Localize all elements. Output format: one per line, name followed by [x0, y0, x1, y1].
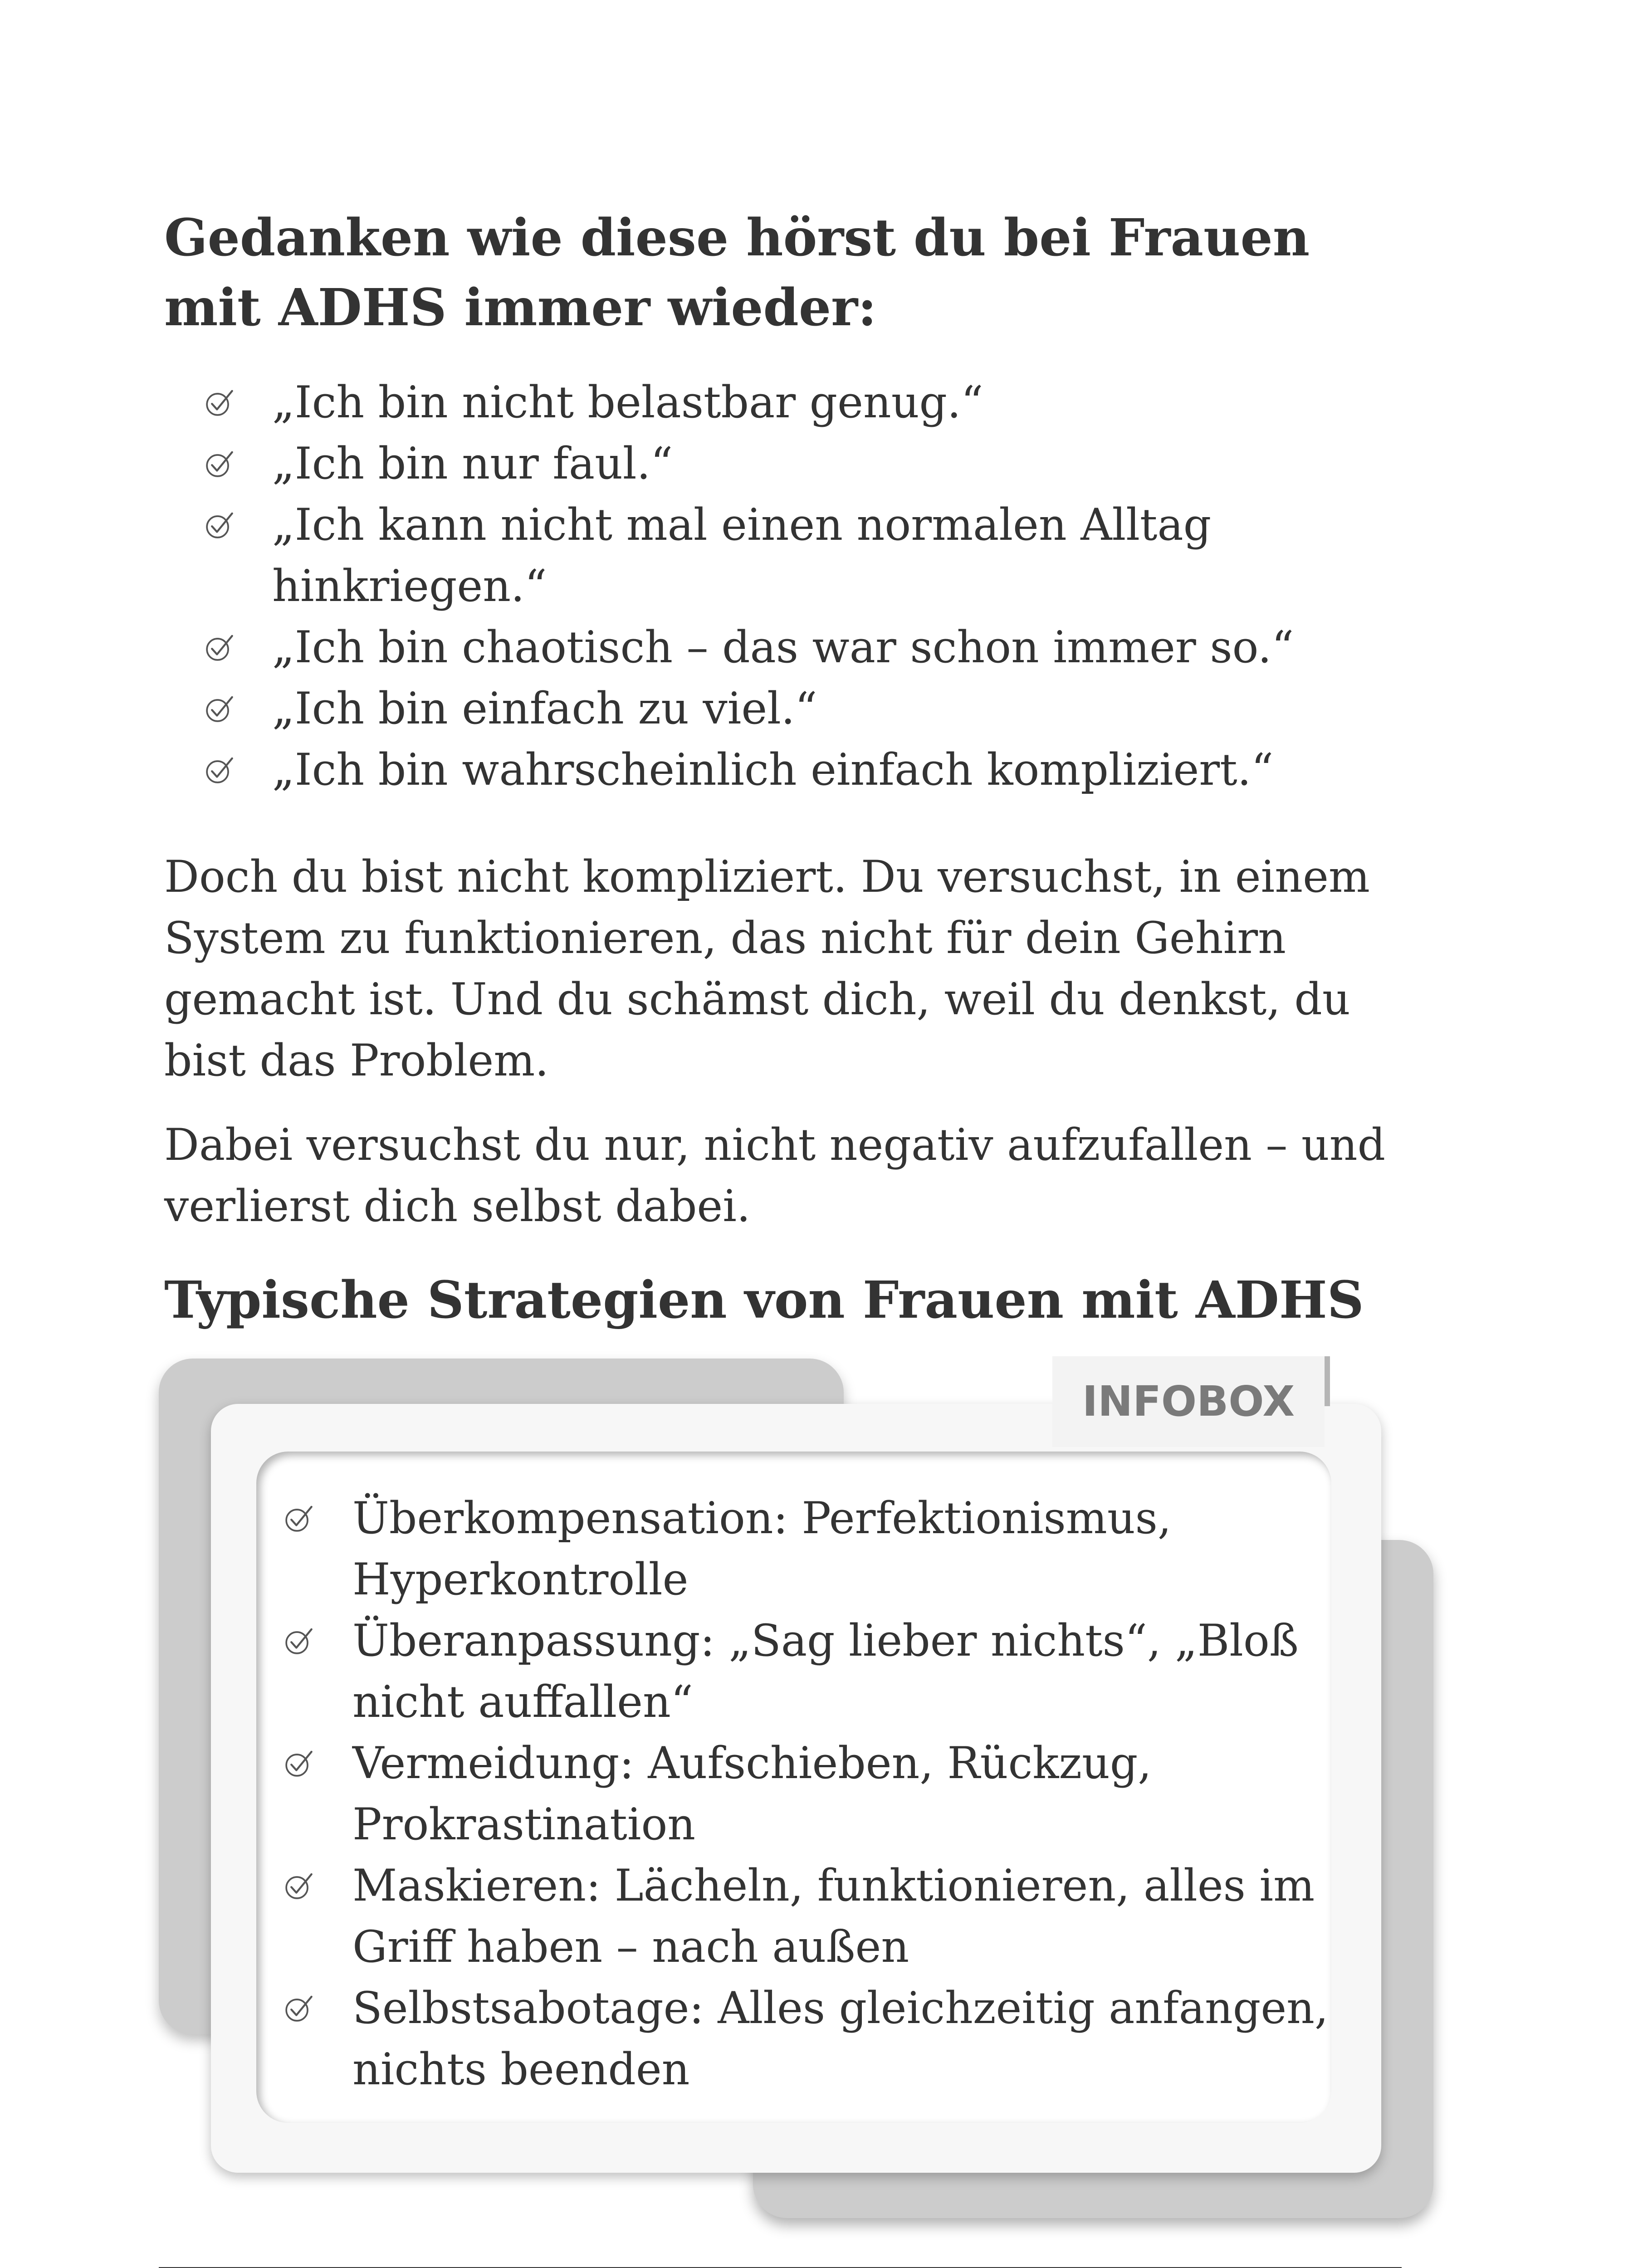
body-paragraph-1: Doch du bist nicht kompliziert. Du versuchst, in einem System zu funktionieren, das nicht für dein Gehirn gemacht ist. Und du schämst dich, weil du denkst, du bist das Problem. [164, 851, 1370, 1086]
infobox-label: INFOBOX [1082, 1377, 1295, 1426]
check-circle-icon [284, 1993, 317, 2025]
thought-text: „Ich bin nur faul.“ [272, 438, 673, 489]
thought-text: „Ich bin nicht belastbar genug.“ [272, 377, 983, 428]
thought-text: „Ich bin chaotisch – das war schon immer so.“ [272, 622, 1294, 673]
list-item [204, 372, 1315, 433]
thought-checklist [204, 372, 1315, 801]
list-item [204, 678, 1315, 739]
list-item [284, 1855, 1359, 1978]
infobox-tab-edge [1325, 1356, 1330, 1406]
list-item [204, 617, 1315, 678]
check-circle-icon [284, 1503, 317, 1535]
thought-text: „Ich bin wahrscheinlich einfach kompliziert.“ [272, 744, 1274, 795]
check-circle-icon [204, 387, 238, 419]
section-heading-strategies: Typische Strategien von Frauen mit ADHS [164, 1271, 1364, 1330]
check-circle-icon [284, 1626, 317, 1657]
list-item [284, 1733, 1359, 1855]
body-paragraph-2: Dabei versuchst du nur, nicht negativ aufzufallen – und verlierst dich selbst dabei. [164, 1119, 1386, 1232]
check-circle-icon [284, 1871, 317, 1902]
list-item [204, 739, 1315, 801]
check-circle-icon [204, 694, 238, 725]
check-circle-icon [204, 755, 238, 787]
strategy-text: Überanpassung: „Sag lieber nichts“, „Bloß nicht auffallen“ [352, 1615, 1299, 1727]
strategy-text: Vermeidung: Aufschieben, Rückzug, Prokrastination [352, 1738, 1152, 1850]
strategy-text: Überkompensation: Perfektionismus, Hyperkontrolle [352, 1493, 1172, 1605]
strategy-text: Maskieren: Lächeln, funktionieren, alles im Griff haben – nach außen [352, 1860, 1315, 1972]
list-item [284, 1978, 1359, 2100]
check-circle-icon [204, 449, 238, 480]
list-item [204, 494, 1315, 617]
section-heading-thoughts: Gedanken wie diese hörst du bei Frauen mit ADHS immer wieder: [164, 208, 1310, 337]
list-item [204, 433, 1315, 494]
strategy-checklist [284, 1488, 1359, 2100]
check-circle-icon [204, 632, 238, 664]
thought-text: „Ich bin einfach zu viel.“ [272, 683, 817, 734]
thought-text: „Ich kann nicht mal einen normalen Alltag hinkriegen.“ [272, 499, 1212, 611]
list-item [284, 1488, 1359, 1610]
check-circle-icon [284, 1748, 317, 1780]
strategy-text: Selbstsabotage: Alles gleichzeitig anfangen, nichts beenden [352, 1983, 1329, 2095]
check-circle-icon [204, 510, 238, 542]
list-item [284, 1610, 1359, 1733]
